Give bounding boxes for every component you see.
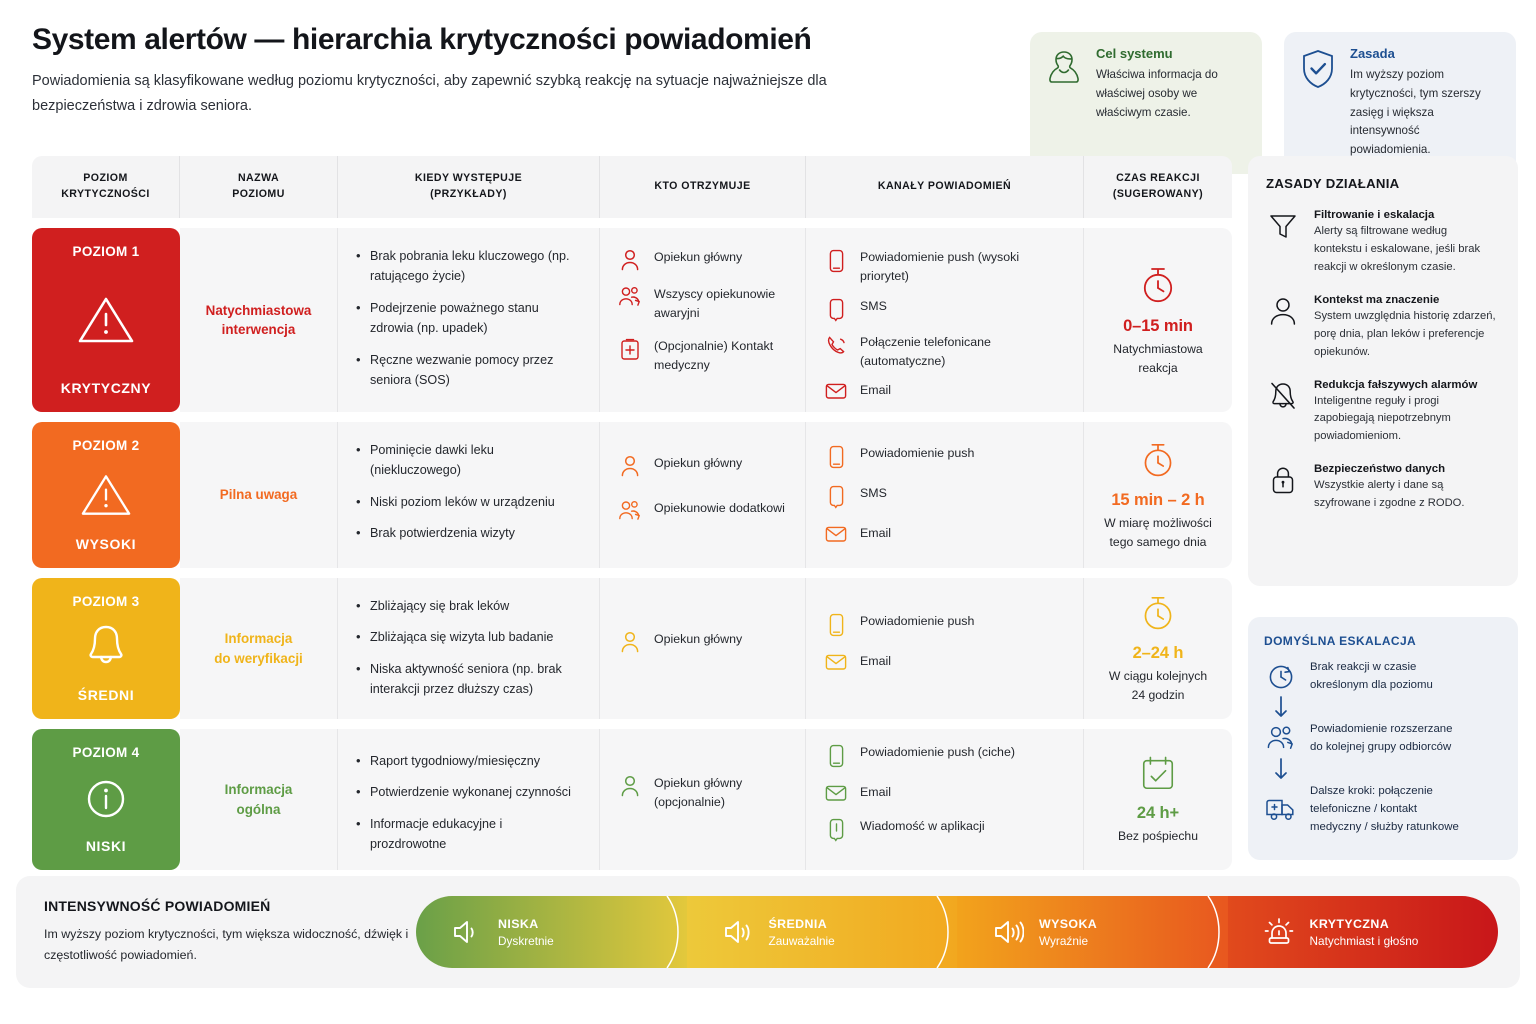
list-item: SMS bbox=[824, 297, 1071, 322]
list-item: • Informacje edukacyjne i prozdrowotne bbox=[354, 814, 579, 855]
intensity-bar-panel bbox=[16, 876, 1520, 988]
list-item: • Pominięcie dawki leku (niekluczowego) bbox=[354, 440, 579, 481]
intensity-description: Im wyższy poziom krytyczności, tym większa widoczność, dźwięk i częstotliwość powiadomień. bbox=[44, 926, 409, 962]
level-badge-name: KRYTYCZNY bbox=[60, 380, 152, 396]
level-badge-name: NISKI bbox=[85, 838, 127, 854]
lock-icon bbox=[1266, 463, 1300, 513]
list-item: • Podejrzenie poważnego stanu zdrowia (np. upadek) bbox=[354, 298, 579, 339]
phone-push-icon bbox=[824, 444, 848, 469]
list-item: Brak reakcji w czasie określonym dla poziomu bbox=[1264, 658, 1502, 694]
stopwatch-icon bbox=[1138, 263, 1178, 307]
column-header-recipients: KTO OTRZYMUJE bbox=[600, 156, 806, 218]
intensity-segment-low: NISKA Dyskretnie bbox=[416, 896, 687, 968]
intensity-segment-high: WYSOKA Wyraźnie bbox=[957, 896, 1228, 968]
table-row bbox=[32, 422, 1232, 568]
page-title: System alertów — hierarchia krytyczności powiadomień bbox=[32, 23, 812, 56]
level-badge-name: WYSOKI bbox=[75, 536, 137, 552]
when-cell bbox=[338, 578, 600, 719]
goal-card-title: Cel systemu bbox=[1096, 46, 1173, 61]
person-icon bbox=[1266, 294, 1300, 362]
funnel-icon bbox=[1266, 209, 1300, 277]
list-item: Wszyscy opiekunowie awaryjni bbox=[618, 285, 793, 323]
list-item: Powiadomienie push bbox=[824, 444, 1071, 469]
time-cell bbox=[1084, 422, 1232, 568]
table-row bbox=[32, 729, 1232, 870]
segment-divider bbox=[666, 896, 688, 968]
phone-push-icon bbox=[824, 248, 848, 273]
email-icon bbox=[824, 783, 848, 802]
time-value: 15 min – 2 h bbox=[1111, 490, 1205, 509]
column-header-name: NAZWA POZIOMU bbox=[180, 156, 338, 218]
stopwatch-icon bbox=[1139, 439, 1177, 481]
list-item: • Brak potwierdzenia wizyty bbox=[354, 523, 579, 543]
person-icon bbox=[618, 774, 642, 797]
table-header-row bbox=[32, 156, 1232, 218]
speaker-low-icon bbox=[450, 917, 484, 947]
escalation-panel-heading: DOMYŚLNA ESKALACJA bbox=[1264, 634, 1417, 648]
time-note: W ciągu kolejnych 24 godzin bbox=[1108, 669, 1208, 702]
bell-off-icon bbox=[1266, 379, 1300, 447]
bell-icon bbox=[83, 609, 129, 687]
clock-icon bbox=[1139, 592, 1177, 634]
time-cell bbox=[1084, 729, 1232, 870]
speaker-high-icon bbox=[991, 917, 1025, 947]
sms-icon bbox=[824, 484, 848, 509]
page-subtitle: Powiadomienia są klasyfikowane według poziomu krytyczności, aby zapewnić szybką reakcję na sytuacje najważniejsze dla bezpieczeństwa i zdrowia seniora. bbox=[32, 73, 827, 115]
rules-panel bbox=[1248, 156, 1518, 586]
list-item: Redukcja fałszywych alarmów Inteligentne reguły i progi zapobiegają niepotrzebnym powiadomieniom. bbox=[1266, 379, 1498, 447]
goal-card bbox=[1030, 32, 1262, 174]
rules-panel-heading: ZASADY DZIAŁANIA bbox=[1266, 176, 1400, 191]
list-item: • Niska aktywność seniora (np. brak interakcji przez dłuższy czas) bbox=[354, 659, 579, 700]
person-outline-icon bbox=[1044, 46, 1084, 160]
top-cards bbox=[1030, 32, 1516, 174]
list-item: Email bbox=[824, 783, 1071, 802]
intensity-segment-medium: ŚREDNIA Zauważalnie bbox=[687, 896, 958, 968]
list-item: Email bbox=[824, 381, 1071, 400]
email-icon bbox=[824, 652, 848, 671]
channels-cell bbox=[806, 422, 1084, 568]
channels-cell bbox=[806, 729, 1084, 870]
list-item: Kontekst ma znaczenie System uwzględnia historię zdarzeń, porę dnia, plan leków i preferencje opiekunów. bbox=[1266, 294, 1498, 362]
table-row bbox=[32, 578, 1232, 719]
level-badge-label: POZIOM 1 bbox=[72, 244, 140, 259]
person-icon bbox=[618, 454, 642, 477]
time-note: W miarę możliwości tego samego dnia bbox=[1104, 515, 1212, 549]
group-people-icon bbox=[618, 285, 642, 308]
list-item: • Ręczne wezwanie pomocy przez seniora (SOS) bbox=[354, 350, 579, 391]
phone-push-icon bbox=[824, 743, 848, 768]
recipients-cell bbox=[600, 578, 806, 719]
channels-cell bbox=[806, 578, 1084, 719]
page-header bbox=[32, 22, 952, 119]
list-item: • Zbliżający się brak leków bbox=[354, 596, 579, 616]
column-header-level: POZIOM KRYTYCZNOŚCI bbox=[32, 156, 180, 218]
goal-card-text: Właściwa informacja do właściwej osoby we właściwym czasie. bbox=[1096, 68, 1218, 119]
shield-check-icon bbox=[1298, 46, 1338, 160]
level-badge-label: POZIOM 4 bbox=[72, 745, 140, 760]
level-badge-1 bbox=[32, 228, 180, 412]
level-badge-label: POZIOM 3 bbox=[72, 594, 140, 609]
level-badge-label: POZIOM 2 bbox=[72, 438, 140, 453]
level-name-cell: Informacja do weryfikacji bbox=[180, 578, 338, 719]
list-item: Dalsze kroki: połączenie telefoniczne / kontakt medyczny / służby ratunkowe bbox=[1264, 782, 1502, 836]
list-item: Powiadomienie push (ciche) bbox=[824, 743, 1071, 768]
list-item: Opiekun główny (opcjonalnie) bbox=[618, 774, 793, 812]
list-item: Powiadomienie push (wysoki priorytet) bbox=[824, 248, 1071, 286]
time-value: 0–15 min bbox=[1123, 316, 1193, 335]
sms-icon bbox=[824, 297, 848, 322]
when-cell bbox=[338, 228, 600, 412]
list-item: Email bbox=[824, 652, 1071, 671]
intensity-scale bbox=[416, 896, 1498, 968]
rule-card-text: Im wyższy poziom krytyczności, tym szerszy zasięg i większa intensywność powiadomienia. bbox=[1350, 68, 1481, 157]
list-item: Powiadomienie rozszerzane do kolejnej grupy odbiorców bbox=[1264, 720, 1502, 756]
segment-divider bbox=[936, 896, 958, 968]
list-item: SMS bbox=[824, 484, 1071, 509]
arrow-down-icon bbox=[1264, 694, 1502, 720]
person-icon bbox=[618, 248, 642, 271]
column-header-when: KIEDY WYSTĘPUJE (PRZYKŁADY) bbox=[338, 156, 600, 218]
calendar-check-icon bbox=[1139, 754, 1177, 794]
rule-card bbox=[1284, 32, 1516, 174]
email-icon bbox=[824, 524, 848, 543]
email-icon bbox=[824, 381, 848, 400]
list-item: Opiekunowie dodatkowi bbox=[618, 499, 793, 522]
time-cell bbox=[1084, 578, 1232, 719]
recipients-cell bbox=[600, 422, 806, 568]
time-value: 24 h+ bbox=[1136, 803, 1180, 822]
column-header-channels: KANAŁY POWIADOMIEŃ bbox=[806, 156, 1084, 218]
criticality-table bbox=[32, 156, 1232, 870]
when-cell bbox=[338, 422, 600, 568]
segment-divider bbox=[1207, 896, 1229, 968]
list-item: Wiadomość w aplikacji bbox=[824, 817, 1071, 842]
phone-push-icon bbox=[824, 612, 848, 637]
time-cell bbox=[1084, 228, 1232, 412]
list-item: • Potwierdzenie wykonanej czynności bbox=[354, 782, 579, 802]
warning-triangle-icon bbox=[78, 453, 134, 536]
list-item: • Raport tygodniowy/miesięczny bbox=[354, 751, 579, 771]
level-badge-3 bbox=[32, 578, 180, 719]
ambulance-icon bbox=[1264, 796, 1298, 822]
person-icon bbox=[618, 630, 642, 653]
when-cell bbox=[338, 729, 600, 870]
channels-cell bbox=[806, 228, 1084, 412]
in-app-message-icon bbox=[824, 817, 848, 842]
warning-triangle-icon bbox=[75, 259, 137, 380]
info-circle-icon bbox=[82, 760, 130, 838]
list-item: • Brak pobrania leku kluczowego (np. ratującego życie) bbox=[354, 246, 579, 287]
level-badge-name: ŚREDNI bbox=[77, 687, 135, 703]
arrow-down-icon bbox=[1264, 756, 1502, 782]
group-people-icon bbox=[618, 499, 642, 522]
level-badge-2 bbox=[32, 422, 180, 568]
time-note: Bez pośpiechu bbox=[1118, 828, 1198, 843]
list-item: Opiekun główny bbox=[618, 454, 793, 477]
recipients-cell bbox=[600, 729, 806, 870]
time-value: 2–24 h bbox=[1132, 644, 1184, 663]
table-row bbox=[32, 228, 1232, 412]
clock-history-icon bbox=[1264, 662, 1298, 690]
level-name-cell: Natychmiastowa interwencja bbox=[180, 228, 338, 412]
list-item: Opiekun główny bbox=[618, 248, 793, 271]
list-item: Email bbox=[824, 524, 1071, 543]
list-item: Połączenie telefonicane (automatyczne) bbox=[824, 333, 1071, 371]
recipients-cell bbox=[600, 228, 806, 412]
medical-clipboard-icon bbox=[618, 337, 642, 361]
level-name-cell: Informacja ogólna bbox=[180, 729, 338, 870]
column-header-time: CZAS REAKCJI (SUGEROWANY) bbox=[1112, 172, 1204, 200]
list-item: • Zbliżająca się wizyta lub badanie bbox=[354, 627, 579, 647]
group-people-icon bbox=[1264, 725, 1298, 751]
list-item: Opiekun główny bbox=[618, 630, 793, 653]
list-item: • Niski poziom leków w urządzeniu bbox=[354, 492, 579, 512]
intensity-heading: INTENSYWNOŚĆ POWIADOMIEŃ bbox=[44, 897, 271, 914]
list-item: (Opcjonalnie) Kontakt medyczny bbox=[618, 337, 793, 375]
level-badge-4 bbox=[32, 729, 180, 870]
siren-icon bbox=[1262, 916, 1296, 948]
intensity-segment-critical: KRYTYCZNA Natychmiast i głośno bbox=[1228, 896, 1499, 968]
rule-card-title: Zasada bbox=[1350, 46, 1395, 61]
phone-call-icon bbox=[824, 333, 848, 356]
list-item: Filtrowanie i eskalacja Alerty są filtrowane według kontekstu i eskalowane, jeśli brak reakcji w określonym czasie. bbox=[1266, 209, 1498, 277]
list-item: Bezpieczeństwo danych Wszystkie alerty i dane są szyfrowane i zgodne z RODO. bbox=[1266, 463, 1498, 513]
time-note: Natychmiastowa reakcja bbox=[1113, 341, 1203, 375]
speaker-medium-icon bbox=[721, 917, 755, 947]
list-item: Powiadomienie push bbox=[824, 612, 1071, 637]
escalation-panel bbox=[1248, 617, 1518, 860]
level-name-cell: Pilna uwaga bbox=[180, 422, 338, 568]
intensity-bar-text bbox=[16, 898, 416, 967]
